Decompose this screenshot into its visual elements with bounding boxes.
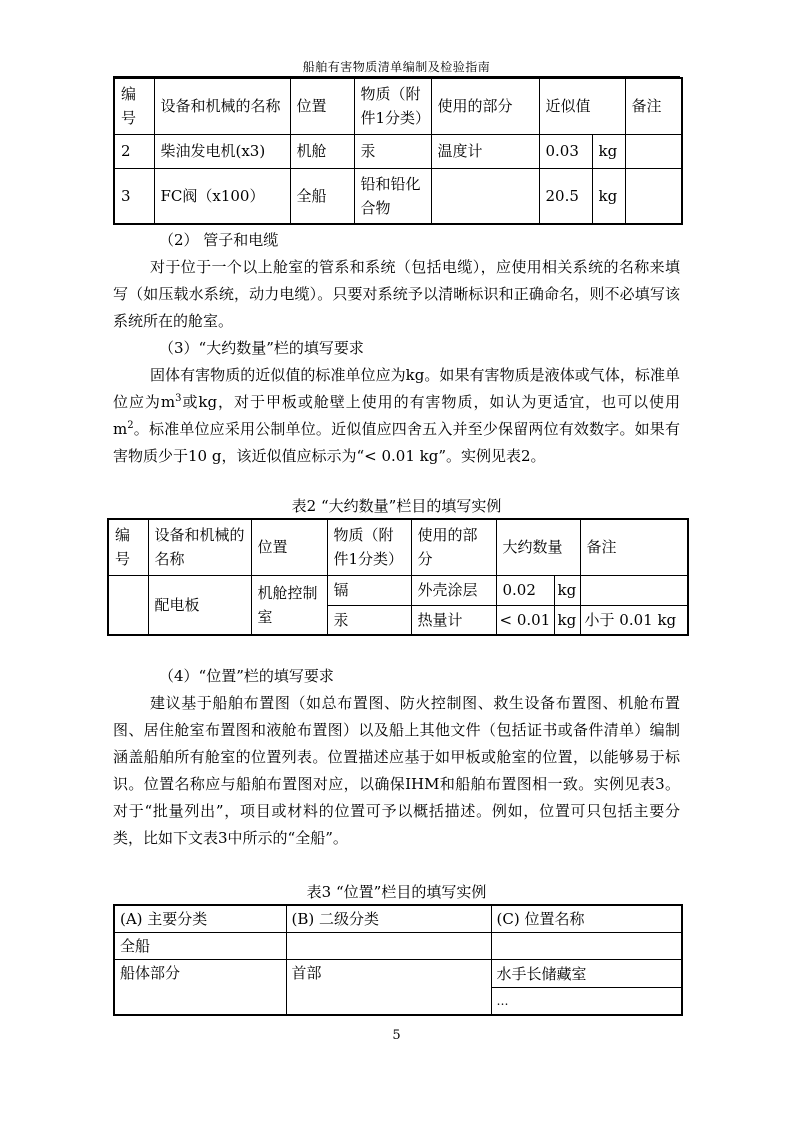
section-heading: （4）“位置”栏的填写要求 <box>159 667 334 685</box>
cell-name: 配电板 <box>148 575 251 635</box>
cell-main-category: 全船 <box>114 933 286 960</box>
cell-remark: 小于 0.01 kg <box>580 605 688 635</box>
running-header: 船舶有害物质清单编制及检验指南 <box>302 60 491 74</box>
cell-location: 机舱控制室 <box>251 575 327 635</box>
header-cell: 备注 <box>625 78 682 134</box>
cell-remark <box>580 575 688 605</box>
header-cell: (C) 位置名称 <box>491 905 682 933</box>
paragraph: 建议基于船舶布置图（如总布置图、防火控制图、救生设备布置图、机舱布置图、居住舱室布置图和液舱布置图）以及船上其他文件（包括证书或备件清单）编制涵盖船舶所有舱室的位置列表。位置描述应基于如甲板或舱室的位置，以能够易于标识。位置名称应与船舶布置图对应，以确保IHM和船舶布置图相一致。实例见表3。对于“批量列出”，项目或材料的位置可予以概括描述。例如，位置可只包括主要分类，比如下文表3中所示的“全船”。 <box>113 694 680 847</box>
cell-value: < 0.01 <box>496 605 554 635</box>
header-cell: 使用的部分 <box>431 78 539 134</box>
table-row <box>108 575 688 605</box>
cell-material: 镉 <box>327 575 411 605</box>
header-cell: 编号 <box>108 519 148 575</box>
cell-sub-category: 首部 <box>286 960 491 1016</box>
header-cell: 近似值 <box>539 78 625 134</box>
cell-part <box>431 168 539 224</box>
cell-remark <box>625 134 682 168</box>
header-cell: 设备和机械的名称 <box>148 519 251 575</box>
cell-location-name: 水手长储藏室 <box>491 960 682 988</box>
table2-header-row <box>108 519 688 575</box>
cell-value: 0.03 <box>539 134 592 168</box>
cell-sub-category <box>286 933 491 960</box>
equipment-table <box>113 77 683 225</box>
table2-caption: 表2 “大约数量”栏目的填写实例 <box>291 497 502 515</box>
cell-no <box>108 575 148 635</box>
table3-caption: 表3 “位置”栏目的填写实例 <box>306 883 487 901</box>
header-cell: 使用的部分 <box>411 519 496 575</box>
header-cell: 编号 <box>114 78 154 134</box>
table-row <box>114 933 682 960</box>
section-heading: （2） 管子和电缆 <box>159 231 279 249</box>
section-3 <box>113 335 680 470</box>
cell-part: 温度计 <box>431 134 539 168</box>
cell-remark <box>625 168 682 224</box>
header-cell: 位置 <box>251 519 327 575</box>
table1-header-row <box>114 78 682 134</box>
cell-part: 热量计 <box>411 605 496 635</box>
text-run: 或kg，对于甲板或舱壁上使用的有害物质，如认为更适宜，也可以使用m <box>113 393 680 438</box>
cell-value: 0.02 <box>496 575 554 605</box>
cell-unit: kg <box>592 168 625 224</box>
cell-value: 20.5 <box>539 168 592 224</box>
header-cell: 物质（附件1分类） <box>354 78 431 134</box>
header-cell: 设备和机械的名称 <box>154 78 290 134</box>
header-cell: 位置 <box>290 78 354 134</box>
cell-material: 汞 <box>354 134 431 168</box>
cell-location-name: … <box>491 988 682 1016</box>
cell-material: 汞 <box>327 605 411 635</box>
superscript: 3 <box>175 393 182 404</box>
quantity-example-table <box>107 518 689 636</box>
cell-name: FC阀（x100） <box>154 168 290 224</box>
cell-unit: kg <box>554 575 580 605</box>
page-number: 5 <box>392 1028 401 1043</box>
section-2 <box>113 227 680 335</box>
superscript: 2 <box>127 420 134 431</box>
header-cell: (B) 二级分类 <box>286 905 491 933</box>
table-row <box>114 134 682 168</box>
cell-location-name <box>491 933 682 960</box>
cell-name: 柴油发电机(x3) <box>154 134 290 168</box>
text-run: 固体有害物质的近似值的标准单位应为kg。如果有害物质是液体或气体，标准单位应为m <box>113 366 680 411</box>
text-run: 。标准单位应采用公制单位。近似值应四舍五入并至少保留两位有效数字。如果有害物质少于10 g，该近似值应标示为“< 0.01 kg”。实例见表2。 <box>113 420 680 465</box>
paragraph: 对于位于一个以上舱室的管系和系统（包括电缆），应使用相关系统的名称来填写（如压载水系统，动力电缆）。只要对系统予以清晰标识和正确命名，则不必填写该系统所在的舱室。 <box>113 258 680 330</box>
section-4 <box>113 663 680 852</box>
cell-no: 3 <box>114 168 154 224</box>
location-example-table <box>113 904 683 1016</box>
cell-location: 全船 <box>290 168 354 224</box>
header-cell: 备注 <box>580 519 688 575</box>
table-row <box>114 960 682 988</box>
cell-main-category: 船体部分 <box>114 960 286 1016</box>
paragraph <box>113 362 680 470</box>
cell-material: 铅和铅化合物 <box>354 168 431 224</box>
cell-part: 外壳涂层 <box>411 575 496 605</box>
table3-header-row <box>114 905 682 933</box>
cell-location: 机舱 <box>290 134 354 168</box>
cell-no: 2 <box>114 134 154 168</box>
table-row <box>114 168 682 224</box>
header-cell: (A) 主要分类 <box>114 905 286 933</box>
header-cell: 物质（附件1分类） <box>327 519 411 575</box>
section-heading: （3）“大约数量”栏的填写要求 <box>159 339 364 357</box>
header-cell: 大约数量 <box>496 519 580 575</box>
cell-unit: kg <box>592 134 625 168</box>
cell-unit: kg <box>554 605 580 635</box>
